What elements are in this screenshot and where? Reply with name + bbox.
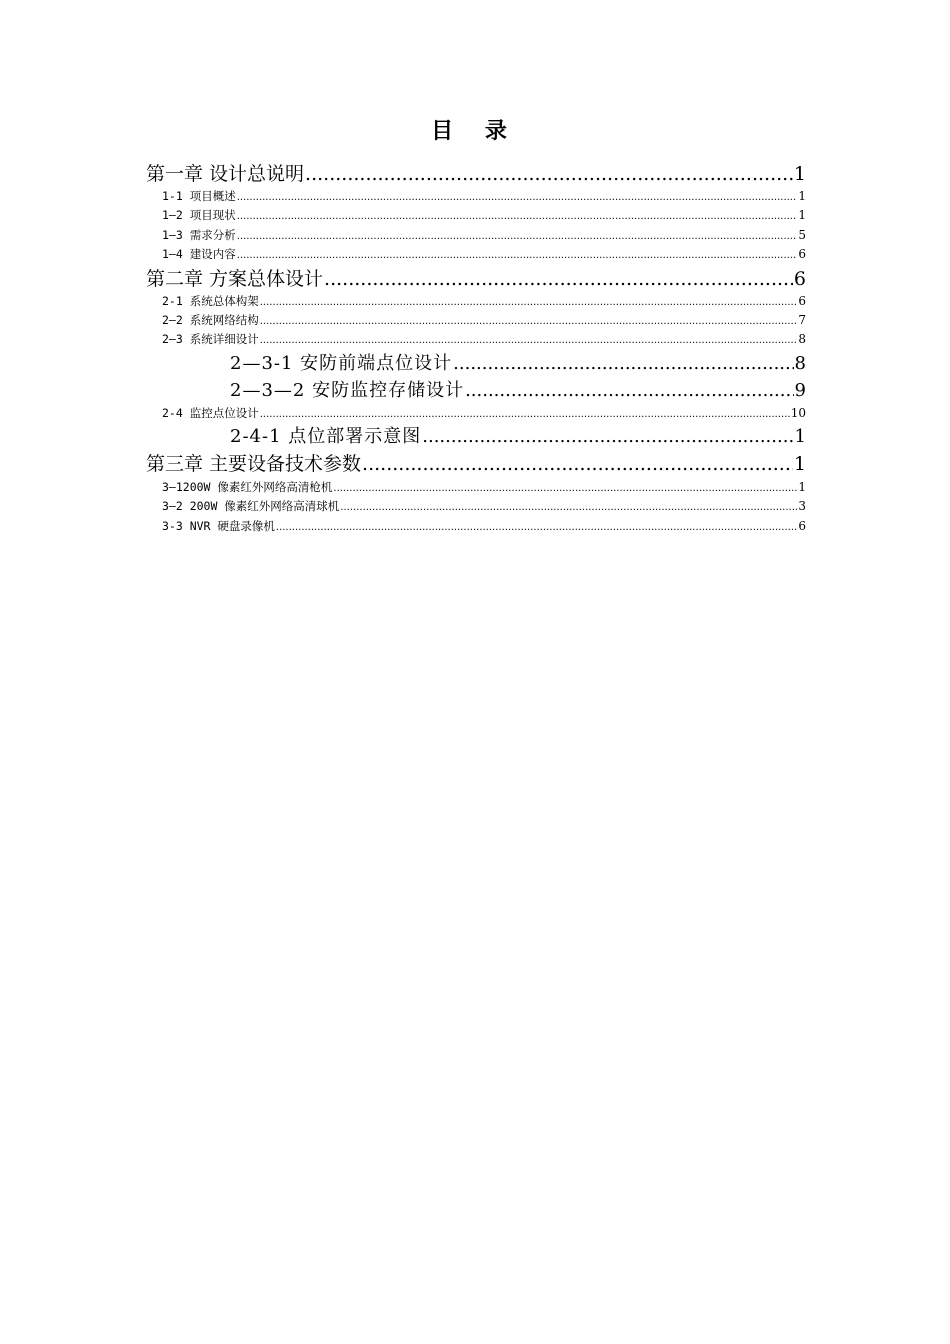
toc-entry-2-3-1[interactable] [230,351,806,377]
toc-entry-page: 6 [798,519,806,533]
toc-leader-dots [324,266,793,292]
toc-entry-page: 5 [798,228,806,242]
toc-entry-page: 3 [798,499,806,513]
toc-entry-2-3[interactable] [162,330,806,348]
toc-entry-1-4[interactable] [162,245,806,263]
toc-leader-dots [465,378,793,404]
toc-leader-dots [237,189,798,207]
toc-entry-label: 第二章 方案总体设计 [146,268,324,290]
toc-entry-label: 2—3 系统详细设计 [162,332,259,346]
toc-entry-page: 6 [793,268,806,290]
toc-title: 目 录 [431,119,519,144]
toc-entry-label: 2—3—2 安防监控存储设计 [230,380,465,401]
toc-entry-2-4-1[interactable] [230,424,806,450]
toc-entry-1-2[interactable] [162,206,806,224]
toc-entry-label: 2—3-1 安防前端点位设计 [230,353,453,374]
toc-leader-dots [453,351,793,377]
toc-entry-3-3[interactable] [162,517,806,535]
toc-entry-page: 8 [794,353,806,374]
toc-entry-label: 2-4-1 点位部署示意图 [230,426,422,447]
toc-entry-page: 1 [793,453,806,475]
toc-entry-page: 6 [798,294,806,308]
toc-leader-dots [362,451,793,477]
toc-entry-page: 9 [794,380,806,401]
toc-entry-label: 2—2 系统网络结构 [162,313,259,327]
toc-entry-page: 1 [798,189,806,203]
toc-entry-chapter-3[interactable] [146,451,806,477]
toc-entry-label: 第一章 设计总说明 [146,163,305,185]
toc-leader-dots [340,499,797,517]
toc-entry-page: 1 [793,163,806,185]
toc-leader-dots [260,332,798,350]
toc-leader-dots [237,228,798,246]
toc-leader-dots [333,480,797,498]
toc-entry-label: 2-1 系统总体构架 [162,294,259,308]
toc-entry-chapter-1[interactable] [146,161,806,187]
toc-entry-2-2[interactable] [162,311,806,329]
toc-entry-page: 10 [790,406,806,420]
toc-leader-dots [260,313,798,331]
toc-leader-dots [260,294,798,312]
toc-entry-label: 3—1200W 像素红外网络高清枪机 [162,480,333,494]
toc-entry-1-1[interactable] [162,187,806,205]
toc-leader-dots [422,424,793,450]
toc-entry-page: 7 [798,313,806,327]
toc-entry-2-1[interactable] [162,292,806,310]
toc-leader-dots [260,406,790,424]
toc-entry-label: 3—2 200W 像素红外网络高清球机 [162,499,340,513]
toc-entry-3-1[interactable] [162,478,806,496]
toc-entry-page: 1 [798,208,806,222]
toc-entry-chapter-2[interactable] [146,266,806,292]
toc-entry-label: 1—2 项目现状 [162,208,236,222]
toc-entry-page: 6 [798,247,806,261]
toc-entry-label: 2-4 监控点位设计 [162,406,259,420]
toc-leader-dots [305,161,793,187]
toc-entry-page: 1 [794,426,806,447]
toc-entry-page: 1 [798,480,806,494]
toc-entry-label: 3-3 NVR 硬盘录像机 [162,519,275,533]
toc-entry-label: 1—3 需求分析 [162,228,236,242]
toc-entry-3-2[interactable] [162,497,806,515]
toc-entry-page: 8 [798,332,806,346]
toc-leader-dots [237,247,798,265]
toc-entry-1-3[interactable] [162,226,806,244]
toc-entry-label: 第三章 主要设备技术参数 [146,453,362,475]
toc-entry-label: 1—4 建设内容 [162,247,236,261]
toc-entry-label: 1-1 项目概述 [162,189,236,203]
toc-entry-2-4[interactable] [162,404,806,422]
toc-leader-dots [276,519,797,537]
toc-entry-2-3-2[interactable] [230,378,806,404]
toc-leader-dots [237,208,798,226]
